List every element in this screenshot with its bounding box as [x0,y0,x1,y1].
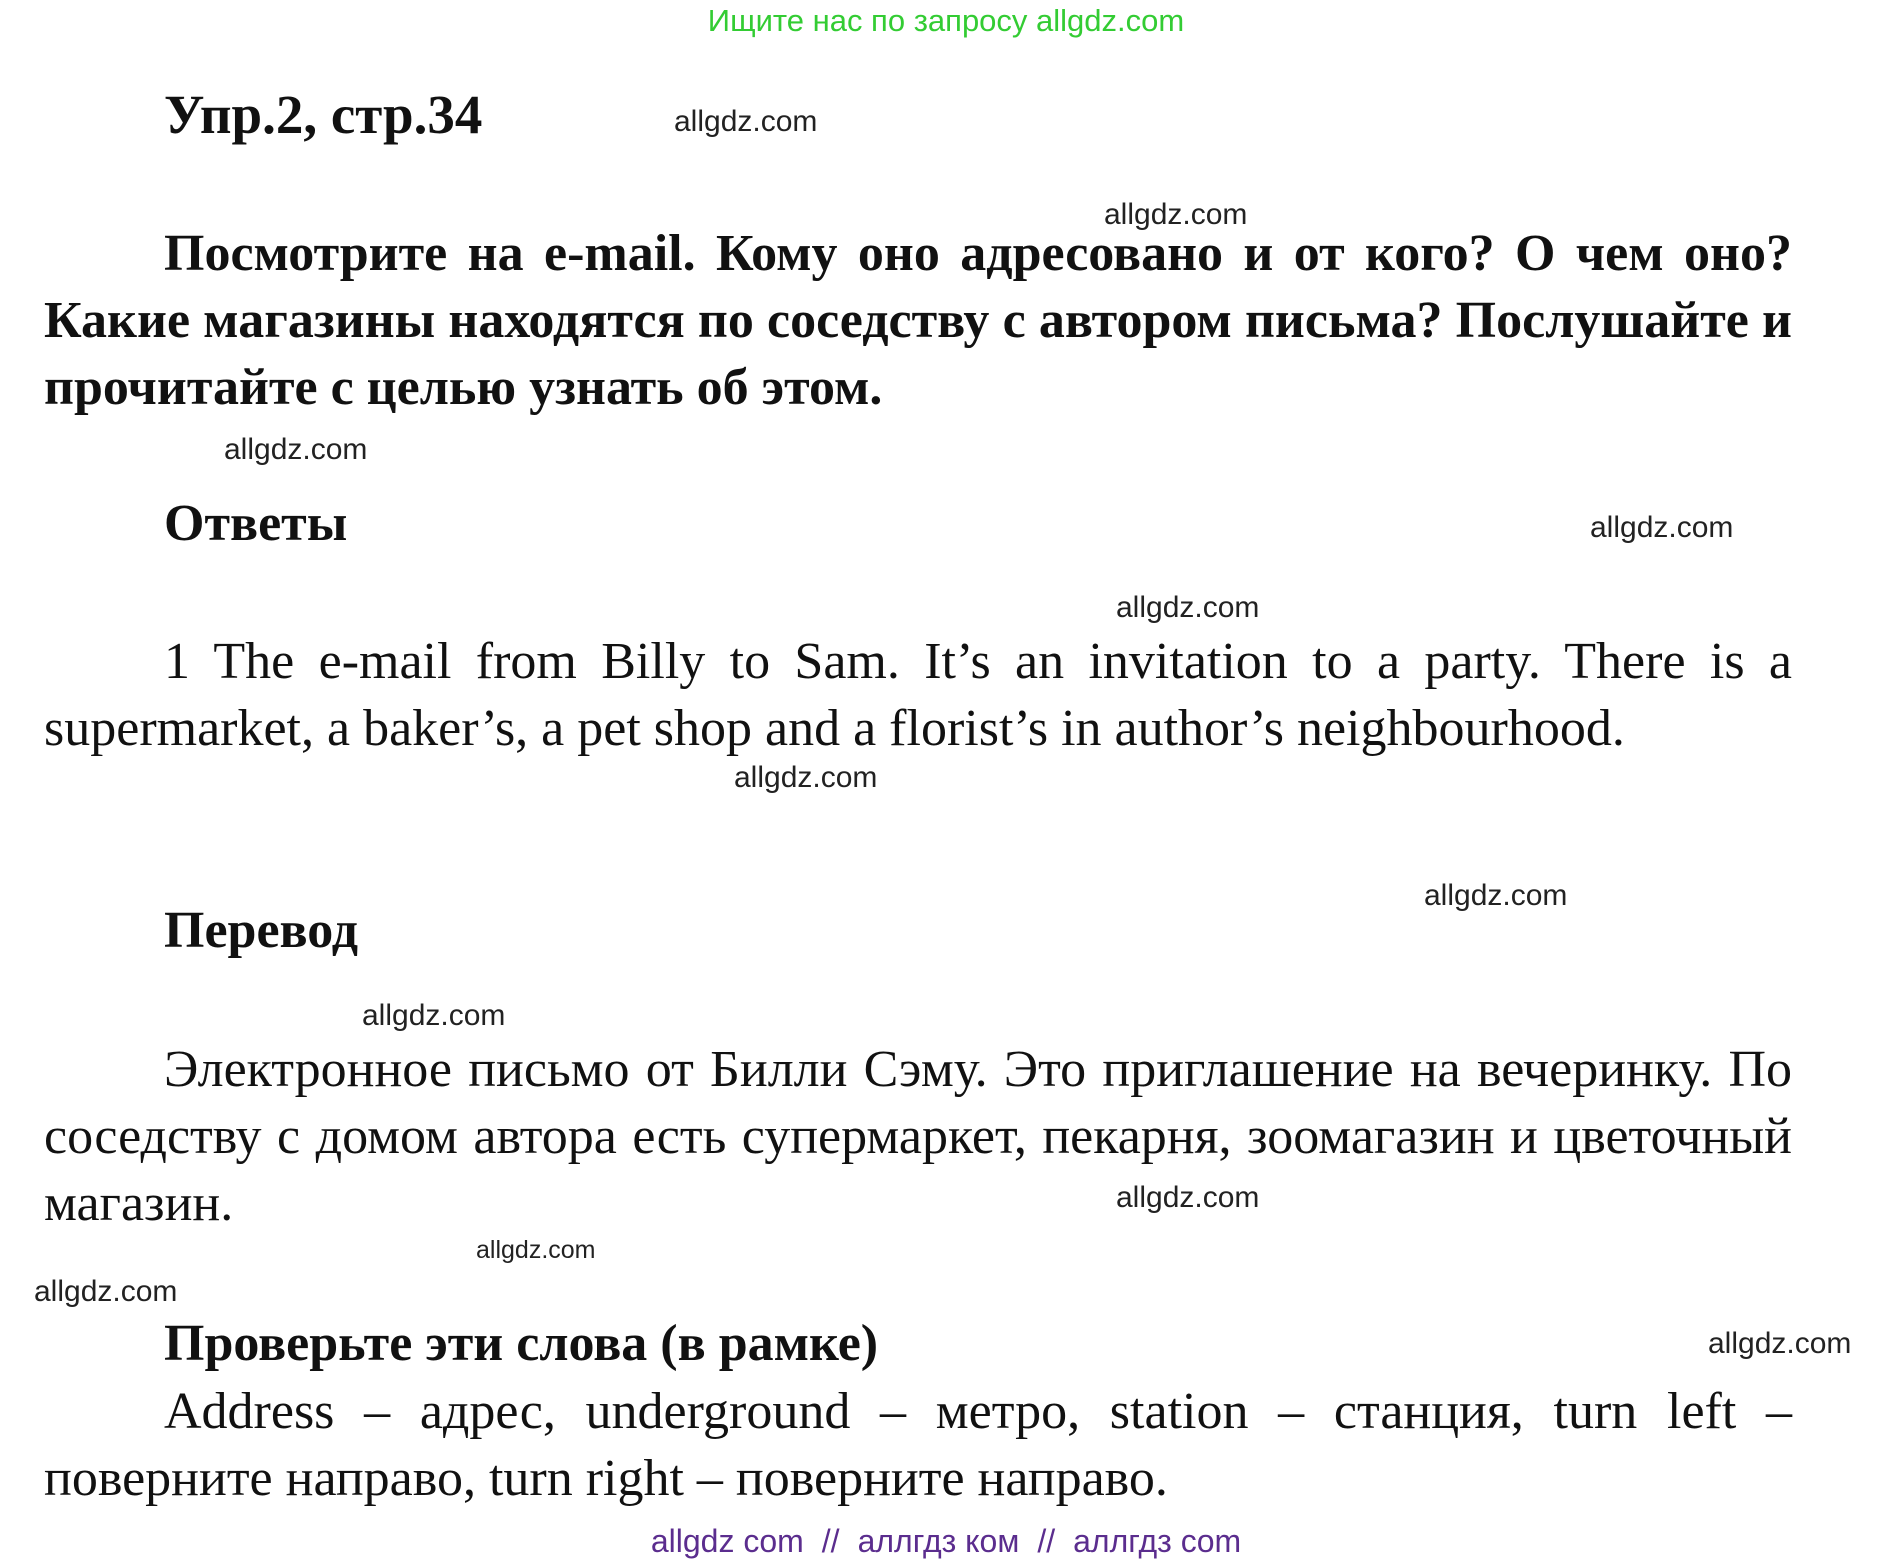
watermark: allgdz.com [734,761,878,794]
vocab-text: Address – адрес, underground – метро, station – станция, turn left – поверните направо, turn right – поверните направо. [44,1383,1792,1507]
watermark: allgdz.com [1116,591,1260,624]
footer-link-allgdz-com-ru[interactable]: аллгдз com [1073,1523,1242,1559]
translation-text: Электронное письмо от Билли Сэму. Это приглашение на вечеринку. По соседству с домом автора есть супермаркет, пекарня, зоомагазин и цветочный магазин. [44,1041,1792,1232]
vocab-heading: Проверьте эти слова (в рамке) [164,1315,879,1372]
footer-link-allgdz[interactable]: allgdz com [650,1523,804,1559]
answers-heading: Ответы [164,495,348,552]
translation-heading: Перевод [164,902,359,959]
top-banner: Ищите нас по запросу allgdz.com [707,3,1185,38]
watermark: allgdz.com [1116,1181,1260,1214]
footer-separator: // [821,1523,840,1559]
task-text: Посмотрите на e-mail. Кому оно адресовано и от кого? О чем оно? Какие магазины находятся по соседству с автором письма? Послушайте и прочитайте с целью узнать об этом. [44,225,1792,416]
footer-link-allgdz-ru[interactable]: аллгдз ком [857,1523,1020,1559]
watermark: allgdz.com [1104,198,1248,231]
watermark: allgdz.com [224,433,368,466]
answers-text: 1 The e-mail from Billy to Sam. It’s an invitation to a party. There is a supermarket, a baker’s, a pet shop and a florist’s in author’s neighbourhood. [44,633,1792,757]
watermark: allgdz.com [362,999,506,1032]
watermark: allgdz.com [1590,511,1734,544]
watermark: allgdz.com [34,1275,178,1308]
exercise-title: Упр.2, стр.34 [164,84,483,145]
footer-separator: // [1037,1523,1056,1559]
watermark: allgdz.com [1424,879,1568,912]
watermark: allgdz.com [1708,1327,1852,1360]
watermark: allgdz.com [476,1236,596,1264]
watermark: allgdz.com [674,105,818,138]
footer-links [0,1520,1892,1562]
